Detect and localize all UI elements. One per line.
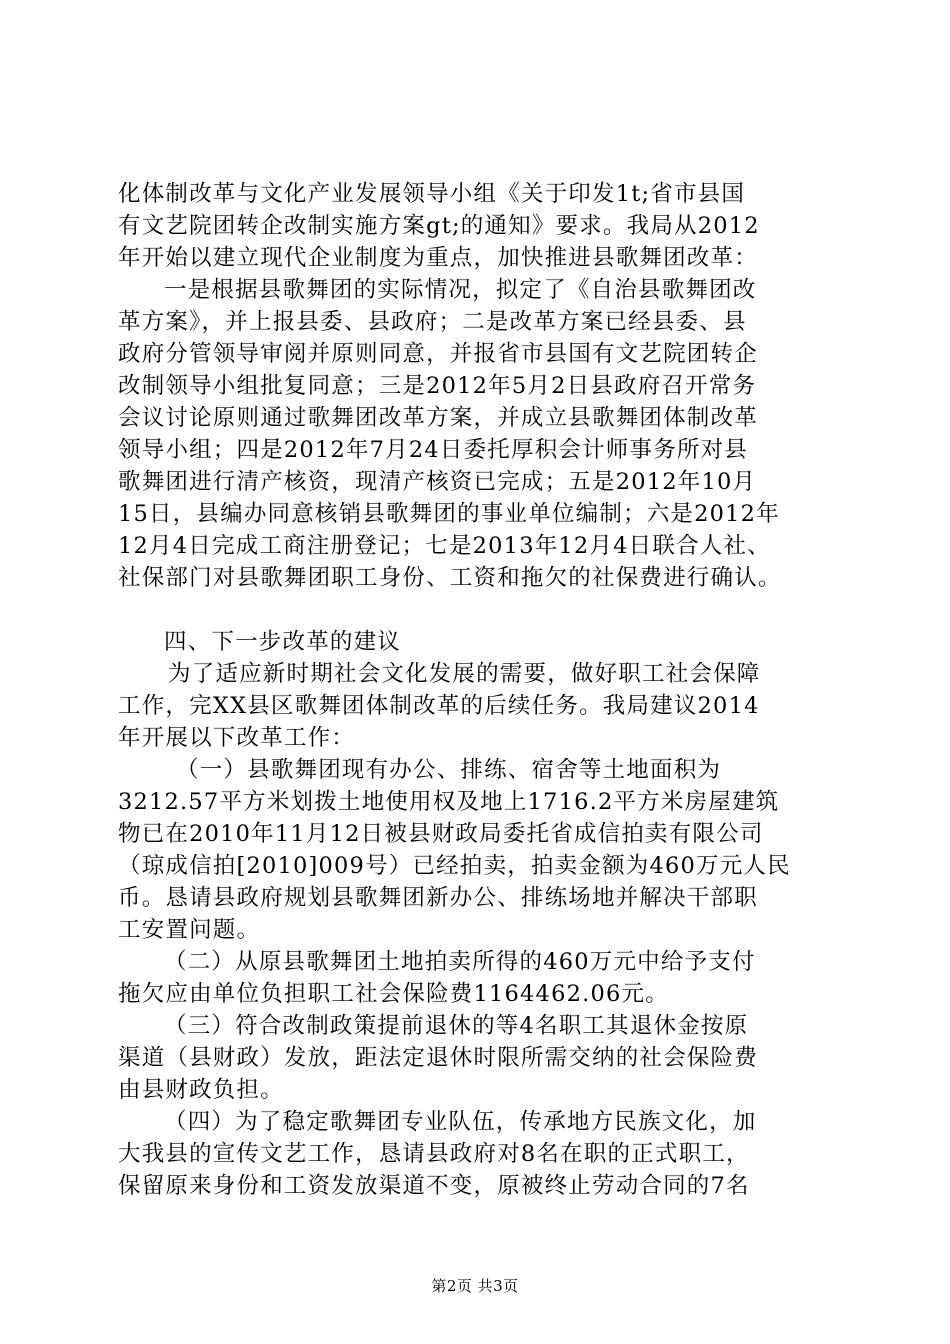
paragraph-2 [118, 274, 848, 594]
text-line: 渠道（县财政）发放，距法定退休时限所需交纳的社会保险费 [118, 1045, 758, 1071]
text-line: （一）县歌舞团现有办公、排练、宿舍等土地面积为 [176, 757, 722, 783]
text-line: 社保部门对县歌舞团职工身份、工资和拖欠的社保费进行确认。 [118, 565, 782, 591]
text-line: 保留原来身份和工资发放渠道不变，原被终止劳动合同的7名 [118, 1173, 750, 1199]
paragraph-3 [118, 658, 848, 754]
text-line: 15日，县编办同意核销县歌舞团的事业单位编制；六是2012年 [118, 501, 780, 527]
text-line: 革方案》，并上报县委、县政府；二是改革方案已经县委、县 [118, 309, 747, 335]
text-line: 拖欠应由单位负担职工社会保险费1164462.06元。 [118, 981, 669, 1007]
page-number-footer: 第2页 共3页 [431, 1277, 519, 1295]
text-line: 政府分管领导审阅并原则同意，并报省市县国有文艺院团转企 [118, 341, 758, 367]
list-item-3 [118, 1010, 848, 1106]
text-line: 物已在2010年11月12日被县财政局委托省成信拍卖有限公司 [118, 821, 764, 847]
text-line: 币。恳请县政府规划县歌舞团新办公、排练场地并解决干部职 [118, 885, 758, 911]
text-line: 会议讨论原则通过歌舞团改革方案，并成立县歌舞团体制改革 [118, 405, 758, 431]
text-line: 工作，完XX县区歌舞团体制改革的后续任务。我局建议2014 [118, 693, 760, 719]
list-item-1 [118, 754, 848, 946]
text-line: 为了适应新时期社会文化发展的需要，做好职工社会保障 [168, 661, 761, 687]
text-line: 歌舞团进行清产核资，现清产核资已完成；五是2012年10月 [118, 469, 757, 495]
text-line: 大我县的宣传文艺工作，恳请县政府对8名在职的正式职工， [118, 1141, 750, 1167]
text-line: 年开展以下改革工作： [118, 725, 356, 751]
list-item-4 [118, 1106, 848, 1202]
paragraph-1 [118, 178, 848, 274]
text-line: 一是根据县歌舞团的实际情况，拟定了《自治县歌舞团改 [164, 277, 757, 303]
text-line: 有文艺院团转企改制实施方案gt;的通知》要求。我局从2012 [118, 213, 760, 239]
text-line: 工安置问题。 [118, 917, 261, 943]
list-item-2 [118, 946, 848, 1010]
text-line: 改制领导小组批复同意；三是2012年5月2日县政府召开常务 [118, 373, 757, 399]
text-line: （三）符合改制政策提前退休的等4名职工其退休金按原 [164, 1013, 749, 1039]
text-line: 3212.57平方米划拨土地使用权及地上1716.2平方米房屋建筑 [118, 789, 780, 815]
text-line: 年开始以建立现代企业制度为重点，加快推进县歌舞团改革： [118, 245, 758, 271]
text-line: 领导小组；四是2012年7月24日委托厚积会计师事务所对县 [118, 437, 749, 463]
text-line: （四）为了稳定歌舞团专业队伍，传承地方民族文化，加 [164, 1109, 757, 1135]
text-line: （二）从原县歌舞团土地拍卖所得的460万元中给予支付 [164, 949, 756, 975]
text-line: （琼成信拍[2010]009号）已经拍卖，拍卖金额为460万元人民 [118, 853, 791, 879]
text-line: 化体制改革与文化产业发展领导小组《关于印发1t;省市县国 [118, 181, 746, 207]
text-line: 由县财政负担。 [118, 1077, 284, 1103]
text-line: 12月4日完成工商注册登记；七是2013年12月4日联合人社、 [118, 533, 771, 559]
document-body [118, 178, 848, 1202]
paragraph-spacer [118, 594, 848, 626]
section-heading: 四、下一步改革的建议 [164, 629, 402, 655]
